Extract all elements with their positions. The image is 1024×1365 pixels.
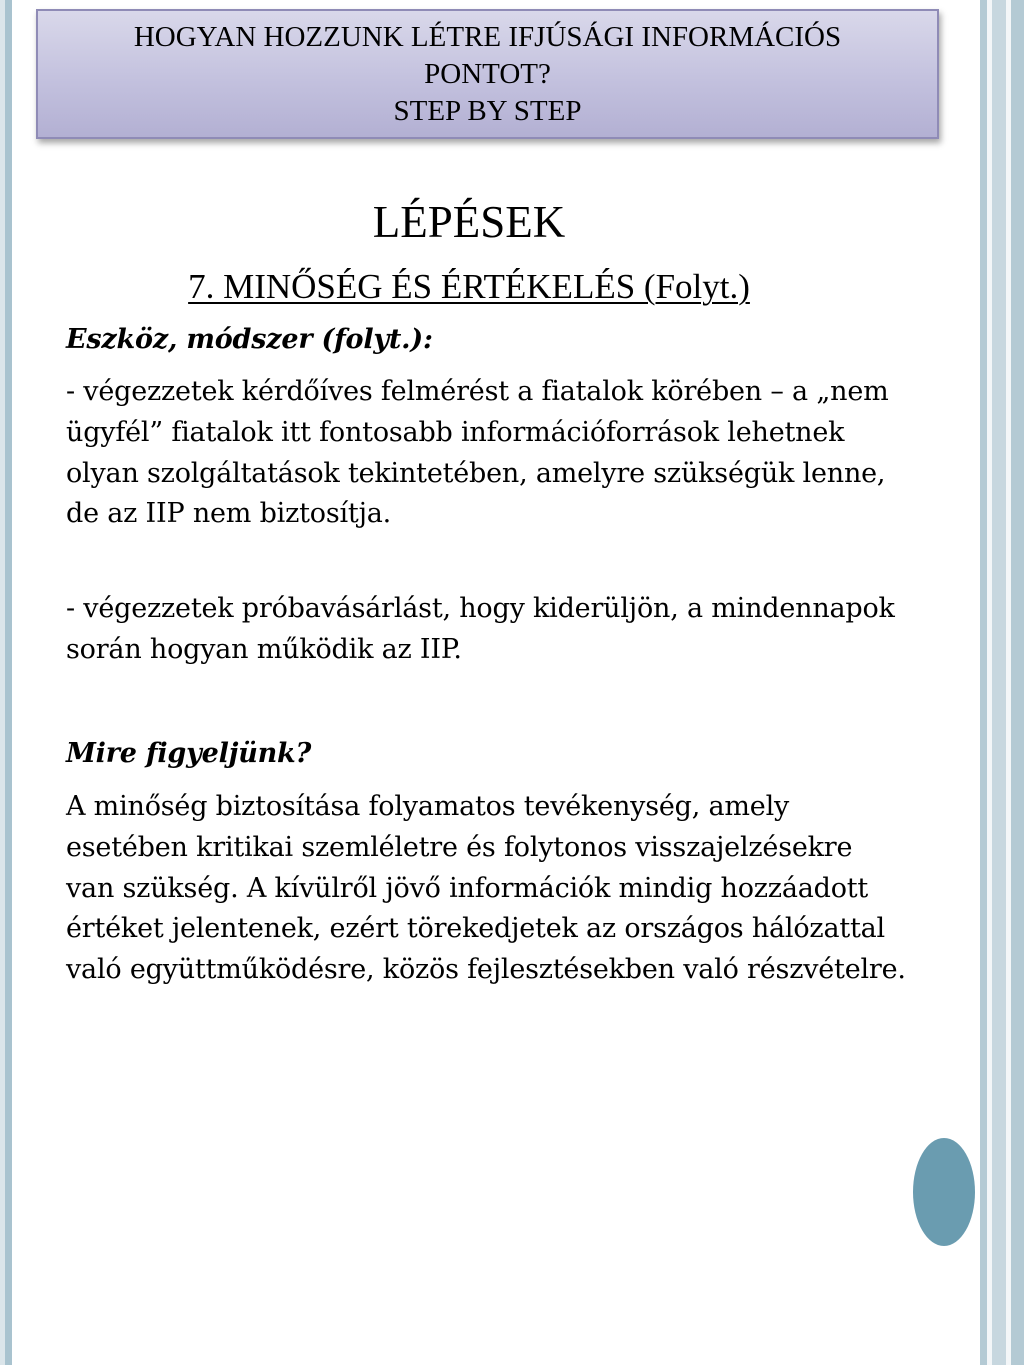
right-border-stripe-5 [1011, 0, 1024, 1365]
tools-heading: Eszköz, módszer (folyt.): [66, 324, 433, 355]
header-line-3: STEP BY STEP [393, 94, 582, 127]
right-border-stripe-3 [992, 0, 1006, 1365]
header-banner [36, 9, 939, 139]
decorative-oval [913, 1138, 975, 1246]
header-line-1: HOGYAN HOZZUNK LÉTRE IFJÚSÁGI INFORMÁCIÓS [133, 20, 842, 53]
bullet-mystery-shopping: - végezzetek próbavásárlást, hogy kiderüljön, a mindennapok során hogyan működik az IIP. [66, 593, 895, 665]
header-line-2: PONTOT? [424, 57, 551, 90]
quality-paragraph: A minőség biztosítása folyamatos tevékenység, amely esetében kritikai szemléletre és folytonos visszajelzésekre van szükség. A kívülről jövő információk mindig hozzáadott értéket jelentenek, ezért törekedjetek az országos hálózattal való együttműködésre, közös fejlesztésekben való részvételre. [66, 791, 906, 986]
bullet-survey: - végezzetek kérdőíves felmérést a fiatalok körében – a „nem ügyfél” fiatalok itt fontosabb információforrások lehetnek olyan szolgáltatások tekintetében, amelyre szükségük lenne, de az IIP nem biztosítja. [66, 376, 889, 530]
subtitle-text: 7. MINŐSÉG ÉS ÉRTÉKELÉS (Folyt.) [188, 267, 750, 306]
attention-heading: Mire figyeljünk? [66, 738, 312, 769]
right-border-stripe-1 [980, 0, 987, 1365]
section-subtitle [0, 266, 938, 308]
page-title: LÉPÉSEK [372, 197, 566, 247]
